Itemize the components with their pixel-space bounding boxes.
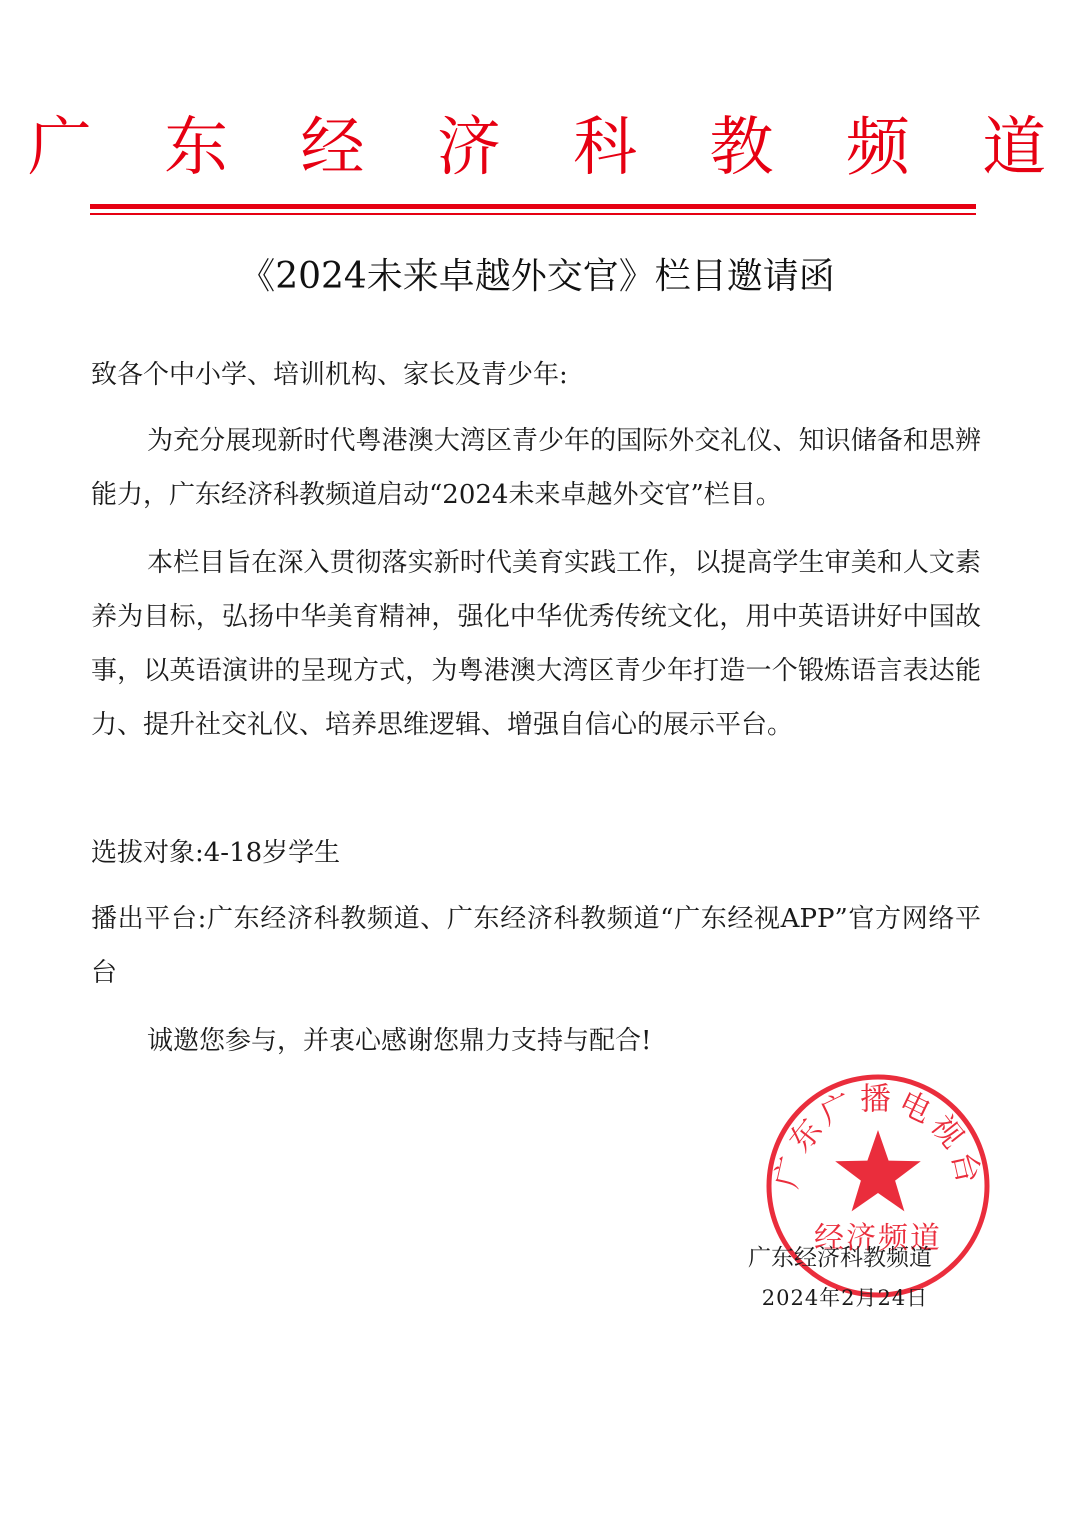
document-title: 《2024未来卓越外交官》栏目邀请函 (239, 256, 835, 297)
salutation: 致各个中小学、培训机构、家长及青少年: (91, 360, 568, 390)
signature-organization: 广东经济科教频道 (748, 1245, 932, 1271)
seal-outer-text: 广东广播电视台 (768, 1081, 988, 1192)
selection-target: 选拔对象:4-18岁学生 (91, 838, 341, 868)
closing-line: 诚邀您参与，并衷心感谢您鼎力支持与配合! (147, 1026, 652, 1056)
seal-star-icon (835, 1130, 921, 1211)
paragraph-intro: 为充分展现新时代粤港澳大湾区青少年的国际外交礼仪、知识储备和思辨能力，广东经济科教频道启动“2024未来卓越外交官”栏目。 (91, 426, 981, 510)
letterhead-title: 广 东 经 济 科 教 频 道 (27, 111, 1073, 185)
letterhead-rule-thin (90, 213, 976, 215)
paragraph-purpose: 本栏目旨在深入贯彻落实新时代美育实践工作，以提高学生审美和人文素养为目标，弘扬中华美育精神，强化中华优秀传统文化，用中英语讲好中国故事，以英语演讲的呈现方式，为粤港澳大湾区青少年打造一个锻炼语言表达能力、提升社交礼仪、培养思维逻辑、增强自信心的展示平台。 (91, 548, 981, 740)
broadcast-platform: 播出平台:广东经济科教频道、广东经济科教频道“广东经视APP”官方网络平台 (91, 904, 981, 988)
letterhead-rule-thick (90, 204, 976, 209)
signature-date: 2024年2月24日 (761, 1286, 929, 1310)
seal-inner-text: 经济频道 (814, 1221, 942, 1256)
